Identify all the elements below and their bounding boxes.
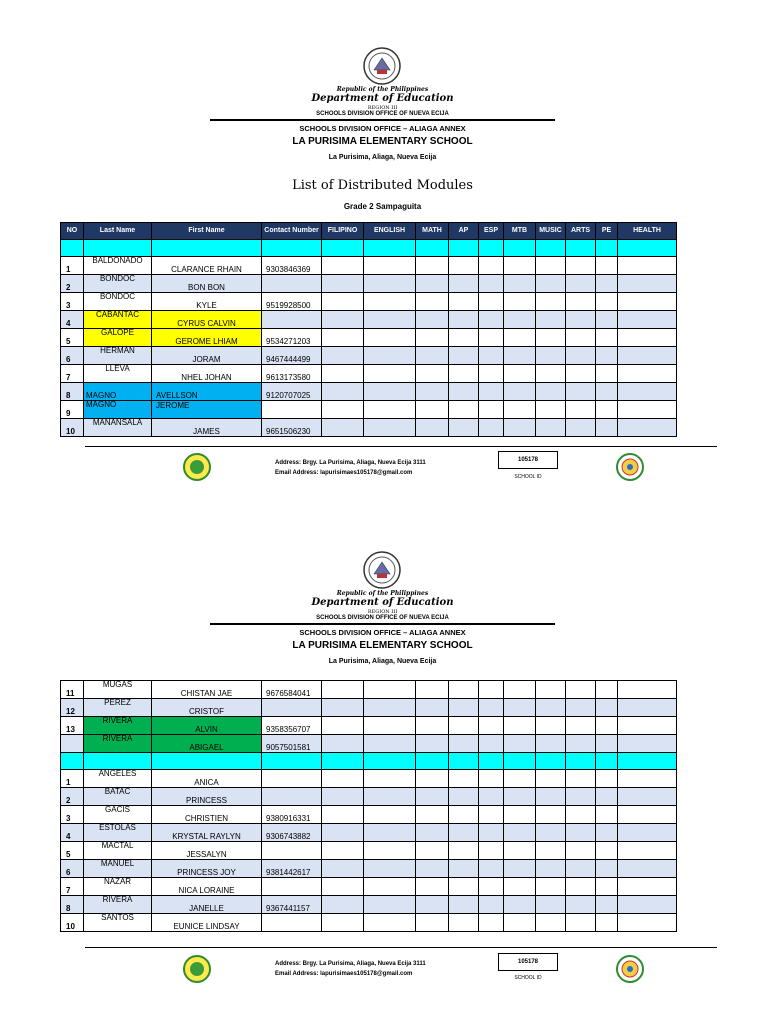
- first-name-cell: EUNICE LINDSAY: [152, 914, 262, 932]
- table-row: [61, 329, 677, 347]
- last-name-cell: ANGELES: [84, 770, 152, 788]
- footer-divider: [85, 947, 717, 948]
- table-row: [61, 401, 677, 419]
- table-row: [61, 347, 677, 365]
- school-location: La Purisima, Aliaga, Nueva Ecija: [328, 154, 437, 161]
- first-name-cell: ANICA: [152, 770, 262, 788]
- table-row: [61, 419, 677, 437]
- contact-cell: 9358356707: [262, 717, 322, 735]
- last-name-cell: ESTOLAS: [84, 824, 152, 842]
- col-header-health: HEALTH: [618, 223, 677, 240]
- table-row: [61, 681, 677, 699]
- col-header-filipino: FILIPINO: [322, 223, 364, 240]
- contact-cell: [262, 699, 322, 717]
- contact-cell: [262, 770, 322, 788]
- contact-cell: 9651506230: [262, 419, 322, 437]
- table-header-row: [61, 223, 677, 240]
- col-header-arts: ARTS: [566, 223, 596, 240]
- col-header-mtb: MTB: [504, 223, 536, 240]
- row-no: 1: [61, 770, 84, 788]
- footer-address: [275, 959, 426, 979]
- last-name-cell: MUGAS: [84, 681, 152, 699]
- republic-text: Republic of the Philippines: [336, 590, 429, 597]
- document-title: List of Distributed Modules: [292, 178, 473, 193]
- row-no: 5: [61, 329, 84, 347]
- separator-row: [61, 240, 677, 257]
- region-text: REGION III: [367, 105, 398, 111]
- footer-divider: [85, 446, 717, 447]
- row-no: 2: [61, 788, 84, 806]
- last-name-cell: RIVERA: [84, 896, 152, 914]
- contact-cell: [262, 275, 322, 293]
- division-text: SCHOOLS DIVISION OFFICE OF NUEVA ECIJA: [316, 111, 449, 117]
- school-name: LA PURISIMA ELEMENTARY SCHOOL: [292, 640, 473, 651]
- contact-cell: [262, 788, 322, 806]
- col-header-last-name: Last Name: [84, 223, 152, 240]
- row-no: 7: [61, 365, 84, 383]
- row-no: 3: [61, 806, 84, 824]
- school-logo-icon: [182, 452, 212, 482]
- table-row: [61, 699, 677, 717]
- table-row: [61, 383, 677, 401]
- first-name-cell: NHEL JOHAN: [152, 365, 262, 383]
- row-no: [61, 735, 84, 753]
- table-row: [61, 914, 677, 932]
- last-name-cell: BONDOC: [84, 275, 152, 293]
- division-logo-icon: [615, 954, 645, 984]
- division-logo-icon: [615, 452, 645, 482]
- table-row: [61, 842, 677, 860]
- row-no: 9: [61, 401, 84, 419]
- last-name-cell: MAGNO: [84, 383, 152, 401]
- row-no: 12: [61, 699, 84, 717]
- col-header-english: ENGLISH: [364, 223, 416, 240]
- last-name-cell: MACTAL: [84, 842, 152, 860]
- last-name-cell: MANANSALA: [84, 419, 152, 437]
- last-name-cell: MAGNO: [84, 401, 152, 419]
- first-name-cell: KYLE: [152, 293, 262, 311]
- contact-cell: 9613173580: [262, 365, 322, 383]
- first-name-cell: JANELLE: [152, 896, 262, 914]
- row-no: 13: [61, 717, 84, 735]
- first-name-cell: GEROME LHIAM: [152, 329, 262, 347]
- table-row: [61, 257, 677, 275]
- first-name-cell: CHISTAN JAE: [152, 681, 262, 699]
- contact-cell: 9381442617: [262, 860, 322, 878]
- contact-cell: [262, 311, 322, 329]
- separator-row: [61, 753, 677, 770]
- table-row: [61, 275, 677, 293]
- department-title: Department of Education: [311, 93, 454, 104]
- annex-text: SCHOOLS DIVISION OFFICE – ALIAGA ANNEX: [299, 124, 466, 133]
- contact-cell: [262, 914, 322, 932]
- last-name-cell: GALOPE: [84, 329, 152, 347]
- table-row: [61, 806, 677, 824]
- row-no: 10: [61, 914, 84, 932]
- first-name-cell: PRINCESS: [152, 788, 262, 806]
- table-row: [61, 824, 677, 842]
- first-name-cell: JESSALYN: [152, 842, 262, 860]
- col-header-pe: PE: [596, 223, 618, 240]
- last-name-cell: HERMAN: [84, 347, 152, 365]
- first-name-cell: CHRISTIEN: [152, 806, 262, 824]
- table-row: [61, 860, 677, 878]
- school-location: La Purisima, Aliaga, Nueva Ecija: [328, 658, 437, 665]
- region-text: REGION III: [367, 609, 398, 615]
- last-name-cell: PEREZ: [84, 699, 152, 717]
- first-name-cell: JAMES: [152, 419, 262, 437]
- modules-table-page-2: [60, 680, 677, 932]
- last-name-cell: BATAC: [84, 788, 152, 806]
- last-name-cell: BALDONADO: [84, 257, 152, 275]
- row-no: 6: [61, 347, 84, 365]
- col-header-no: NO: [61, 223, 84, 240]
- annex-text: SCHOOLS DIVISION OFFICE – ALIAGA ANNEX: [299, 628, 466, 637]
- contact-cell: 9467444499: [262, 347, 322, 365]
- school-id-box: 105178: [498, 953, 558, 971]
- contact-cell: [262, 878, 322, 896]
- contact-cell: 9367441157: [262, 896, 322, 914]
- contact-cell: 9519928500: [262, 293, 322, 311]
- grade-section: Grade 2 Sampaguita: [343, 202, 422, 211]
- document-page-2: [0, 504, 768, 1016]
- row-no: 5: [61, 842, 84, 860]
- last-name-cell: NAZAR: [84, 878, 152, 896]
- table-row: [61, 717, 677, 735]
- republic-text: Republic of the Philippines: [336, 86, 429, 93]
- row-no: 1: [61, 257, 84, 275]
- table-row: [61, 311, 677, 329]
- row-no: 7: [61, 878, 84, 896]
- col-header-ap: AP: [449, 223, 479, 240]
- contact-cell: 9534271203: [262, 329, 322, 347]
- header-divider: [210, 119, 555, 121]
- last-name-cell: SANTOS: [84, 914, 152, 932]
- deped-seal-icon: [362, 550, 402, 590]
- row-no: 4: [61, 824, 84, 842]
- last-name-cell: LLEVA: [84, 365, 152, 383]
- table-row: [61, 735, 677, 753]
- contact-cell: 9120707025: [262, 383, 322, 401]
- first-name-cell: CLARANCE RHAIN: [152, 257, 262, 275]
- contact-cell: 9303846369: [262, 257, 322, 275]
- table-row: [61, 878, 677, 896]
- last-name-cell: BONDOC: [84, 293, 152, 311]
- school-id-label: SCHOOL ID: [514, 474, 542, 480]
- table-row: [61, 896, 677, 914]
- contact-cell: 9380916331: [262, 806, 322, 824]
- first-name-cell: JEROME: [152, 401, 262, 419]
- first-name-cell: NICA LORAINE: [152, 878, 262, 896]
- row-no: 8: [61, 896, 84, 914]
- last-name-cell: MANUEL: [84, 860, 152, 878]
- col-header-esp: ESP: [479, 223, 504, 240]
- contact-cell: 9057501581: [262, 735, 322, 753]
- first-name-cell: KRYSTAL RAYLYN: [152, 824, 262, 842]
- row-no: 10: [61, 419, 84, 437]
- footer-email-line: Email Address: lapurisimaes105178@gmail.com: [275, 971, 413, 977]
- row-no: 4: [61, 311, 84, 329]
- contact-cell: [262, 842, 322, 860]
- row-no: 3: [61, 293, 84, 311]
- last-name-cell: RIVERA: [84, 717, 152, 735]
- school-name: LA PURISIMA ELEMENTARY SCHOOL: [292, 136, 473, 147]
- school-logo-icon: [182, 954, 212, 984]
- table-row: [61, 770, 677, 788]
- table-row: [61, 293, 677, 311]
- contact-cell: 9306743882: [262, 824, 322, 842]
- table-row: [61, 788, 677, 806]
- col-header-contact: Contact Number: [262, 223, 322, 240]
- row-no: 8: [61, 383, 84, 401]
- school-id-box: 105178: [498, 451, 558, 469]
- footer-address-line: Address: Brgy. La Purisima, Aliaga, Nueva Ecija 3111: [275, 961, 426, 967]
- first-name-cell: PRINCESS JOY: [152, 860, 262, 878]
- department-title: Department of Education: [311, 597, 454, 608]
- division-text: SCHOOLS DIVISION OFFICE OF NUEVA ECIJA: [316, 615, 449, 621]
- col-header-math: MATH: [416, 223, 449, 240]
- deped-seal-icon: [362, 46, 402, 86]
- col-header-music: MUSIC: [536, 223, 566, 240]
- footer-address: [275, 458, 426, 478]
- last-name-cell: CABANTAC: [84, 311, 152, 329]
- col-header-first-name: First Name: [152, 223, 262, 240]
- first-name-cell: AVELLSON: [152, 383, 262, 401]
- first-name-cell: JORAM: [152, 347, 262, 365]
- first-name-cell: CYRUS CALVIN: [152, 311, 262, 329]
- first-name-cell: ALVIN: [152, 717, 262, 735]
- last-name-cell: GACIS: [84, 806, 152, 824]
- school-id-label: SCHOOL ID: [514, 975, 542, 981]
- first-name-cell: BON BON: [152, 275, 262, 293]
- row-no: 2: [61, 275, 84, 293]
- table-row: [61, 365, 677, 383]
- last-name-cell: RIVERA: [84, 735, 152, 753]
- contact-cell: 9676584041: [262, 681, 322, 699]
- first-name-cell: ABIGAEL: [152, 735, 262, 753]
- row-no: 11: [61, 681, 84, 699]
- footer-email-line: Email Address: lapurisimaes105178@gmail.com: [275, 470, 413, 476]
- header-divider: [210, 623, 555, 625]
- modules-table-page-1: [60, 222, 677, 437]
- row-no: 6: [61, 860, 84, 878]
- footer-address-line: Address: Brgy. La Purisima, Aliaga, Nueva Ecija 3111: [275, 460, 426, 466]
- first-name-cell: CRISTOF: [152, 699, 262, 717]
- contact-cell: [262, 401, 322, 419]
